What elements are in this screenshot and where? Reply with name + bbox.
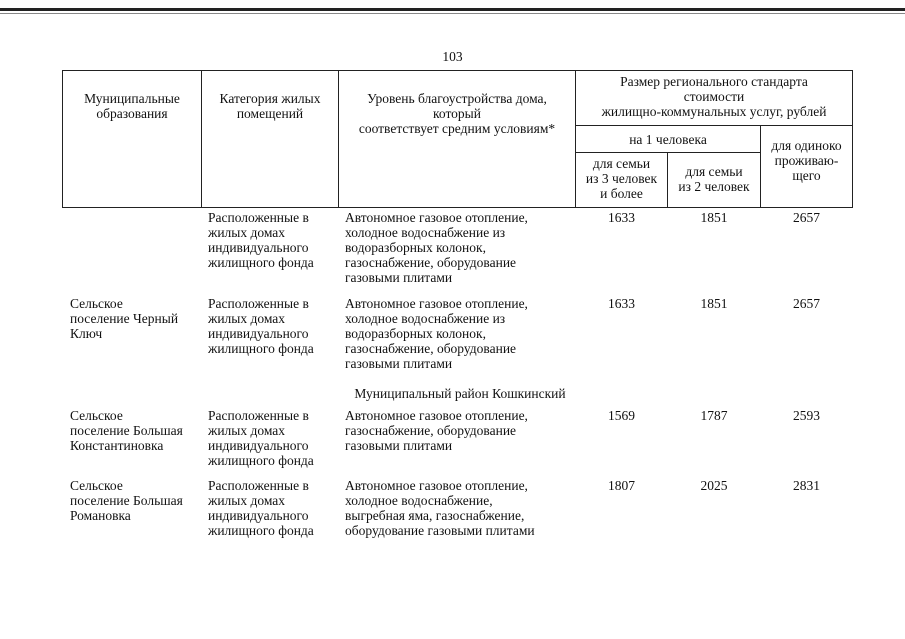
row-3-category: Расположенные в жилых домах индивидуального жилищного фонда xyxy=(208,478,314,538)
row-3-family2-value: 2025 xyxy=(700,478,728,493)
row-3-family3-value: 1807 xyxy=(608,478,635,493)
top-rule xyxy=(0,8,905,11)
row-2-single-value: 2593 xyxy=(793,408,820,423)
row-1-category: Расположенные в жилых домах индивидуального жилищного фонда xyxy=(208,296,314,356)
row-3-level: Автономное газовое отопление, холодное водоснабжение, выгребная яма, газоснабжение, оборудование газовыми плитами xyxy=(345,478,535,538)
row-1-level: Автономное газовое отопление, холодное водоснабжение из водоразборных колонок, газоснабжение, оборудование газовыми плитами xyxy=(345,296,528,371)
row-2-level: Автономное газовое отопление, газоснабжение, оборудование газовыми плитами xyxy=(345,408,528,453)
row-3-single-value: 2831 xyxy=(793,478,820,493)
row-2-category: Расположенные в жилых домах индивидуального жилищного фонда xyxy=(208,408,314,468)
header-standard: Размер регионального стандарта стоимости жилищно-коммунальных услуг, рублей xyxy=(601,74,827,119)
row-0-single-value: 2657 xyxy=(793,210,820,225)
row-0-category: Расположенные в жилых домах индивидуального жилищного фонда xyxy=(208,210,314,270)
row-2-municipality: Сельское поселение Большая Константиновка xyxy=(70,408,183,453)
header-category: Категория жилых помещений xyxy=(219,91,321,121)
row-1-municipality: Сельское поселение Черный Ключ xyxy=(70,296,179,341)
row-3-municipality: Сельское поселение Большая Романовка xyxy=(70,478,183,523)
header-single: для одиноко проживаю- щего xyxy=(771,138,842,183)
row-1-single-value: 2657 xyxy=(793,296,820,311)
row-2-family2-value: 1787 xyxy=(700,408,728,423)
page-number: 103 xyxy=(442,49,463,64)
row-0-family2-value: 1851 xyxy=(700,210,728,225)
header-per-person: на 1 человека xyxy=(629,132,707,147)
top-rule-thin xyxy=(0,13,905,14)
header-family3: для семьи из 3 человек и более xyxy=(585,156,658,201)
row-1-family3-value: 1633 xyxy=(608,296,635,311)
row-0-family3-value: 1633 xyxy=(608,210,635,225)
header-municipality: Муниципальные образования xyxy=(84,91,180,121)
section-title: Муниципальный район Кошкинский xyxy=(354,386,566,401)
header-family2: для семьи из 2 человек xyxy=(678,164,750,194)
row-0-level: Автономное газовое отопление, холодное водоснабжение из водоразборных колонок, газоснабжение, оборудование газовыми плитами xyxy=(345,210,528,285)
row-1-family2-value: 1851 xyxy=(700,296,728,311)
row-2-family3-value: 1569 xyxy=(608,408,635,423)
header-level: Уровень благоустройства дома, который соответствует средним условиям* xyxy=(358,91,556,136)
